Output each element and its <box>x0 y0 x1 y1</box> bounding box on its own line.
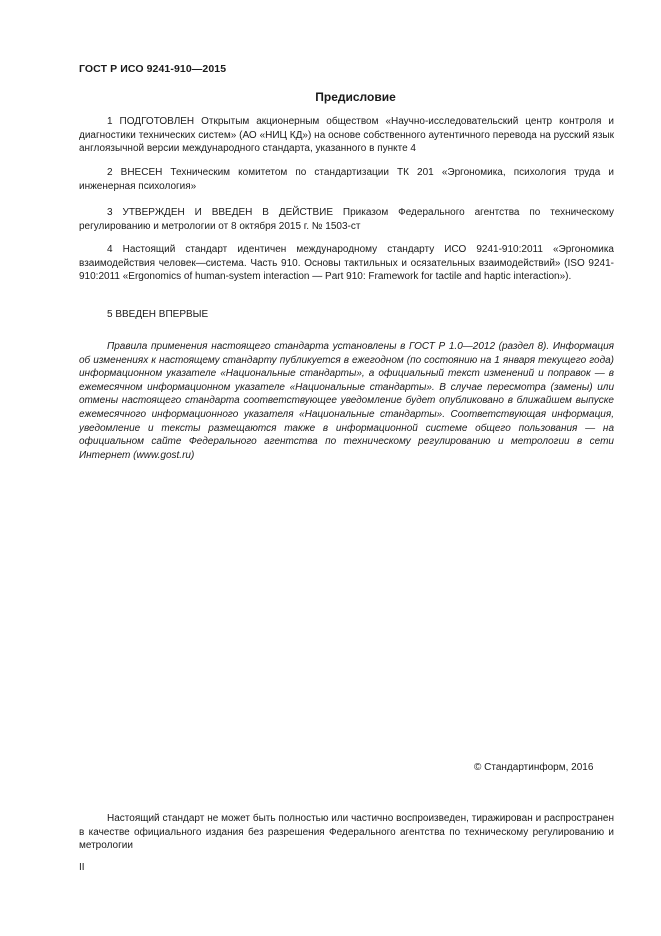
standard-id-header: ГОСТ Р ИСО 9241-910—2015 <box>79 63 227 75</box>
page-title: Предисловие <box>315 90 396 104</box>
page-number: II <box>79 862 85 873</box>
paragraph-submitted-by: 2 ВНЕСЕН Техническим комитетом по стандартизации ТК 201 «Эргономика, психология труда и инженерная психология» <box>79 167 614 192</box>
copyright-notice: © Стандартинформ, 2016 <box>474 762 594 773</box>
reproduction-notice: Настоящий стандарт не может быть полностью или частично воспроизведен, тиражирован и распространен в качестве официального издания без разрешения Федерального агентства по техническому регулированию и метрологии <box>79 813 614 852</box>
paragraph-approved: 3 УТВЕРЖДЕН И ВВЕДЕН В ДЕЙСТВИЕ Приказом Федерального агентства по техническому регулированию и метрологии от 8 октября 2015 г. № 1503-ст <box>79 207 614 232</box>
paragraph-introduced-first: 5 ВВЕДЕН ВПЕРВЫЕ <box>107 309 209 320</box>
paragraph-prepared-by: 1 ПОДГОТОВЛЕН Открытым акционерным обществом «Научно-исследовательский центр контроля и диагностики технических систем» (АО «НИЦ КД») на основе собственного аутентичного перевода на русский язык англоязычной версии международного стандарта, указанного в пункте 4 <box>79 116 614 155</box>
paragraph-identical-standard: 4 Настоящий стандарт идентичен международному стандарту ИСО 9241-910:2011 «Эргономика взаимодействия человек—система. Часть 910. Основы тактильных и осязательных взаимодействий» (ISO 9241-910:2011 «Ergonomics of human-system interaction — Part 910: Framework for tactile and haptic interaction»). <box>79 244 614 283</box>
rules-note: Правила применения настоящего стандарта установлены в ГОСТ Р 1.0—2012 (раздел 8). Информация об изменениях к настоящему стандарту публикуется в ежегодном (по состоянию на 1 января текущего года) информационном указателе «Национальные стандарты», а официальный текст изменений и поправок — в ежемесячном информационном указателе «Национальные стандарты». В случае пересмотра (замены) или отмены настоящего стандарта соответствующее уведомление будет опубликовано в ближайшем выпуске ежемесячного информационного указателя «Национальные стандарты». Соответствующая информация, уведомление и тексты размещаются также в информационной системе общего пользования — на официальном сайте Федерального агентства по техническому регулированию и метрологии в сети Интернет (www.gost.ru) <box>79 341 614 461</box>
